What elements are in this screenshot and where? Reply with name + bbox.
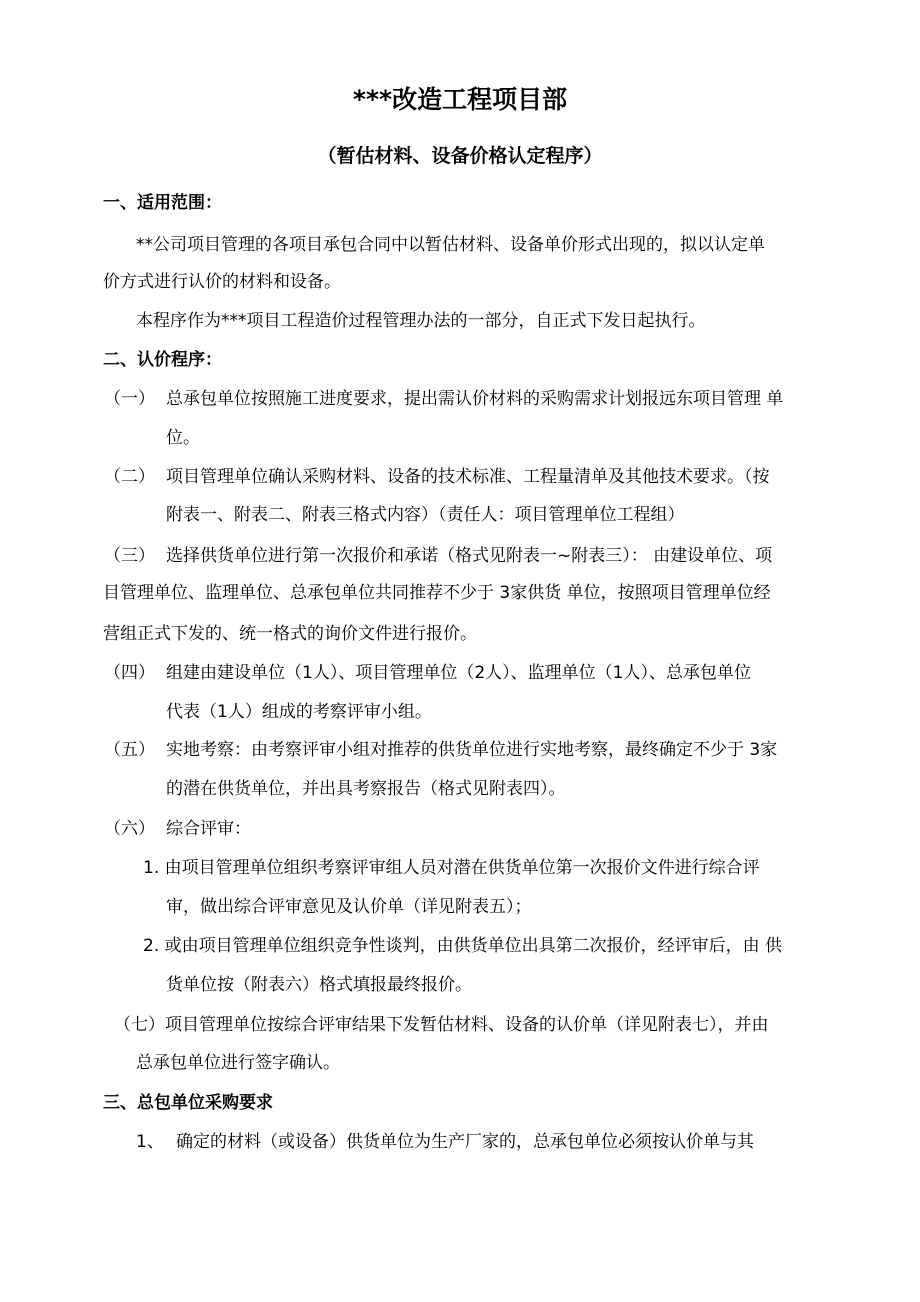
item3-line1: 选择供货单位进行第一次报价和承诺（格式见附表一~附表三）： 由建设单位、项 (166, 546, 773, 566)
item6-label: 综合评审： (166, 819, 251, 839)
item3-number: （三） (104, 546, 155, 566)
item6-sub1-line1: 1. 由项目管理单位组织考察评审组人员对潜在供货单位第一次报价文件进行综合评 (143, 858, 760, 878)
item3-line2: 目管理单位、监理单位、总承包单位共同推荐不少于 3家供货 单位，按照项目管理单位经 (103, 583, 771, 603)
section1-para1-line1: **公司项目管理的各项目承包合同中以暂估材料、设备单价形式出现的，拟以认定单 (136, 235, 765, 255)
section3-item1-number: 1、 (136, 1132, 164, 1152)
item1-number: （一） (104, 389, 155, 409)
item4-number: （四） (104, 663, 155, 683)
item4-line1: 组建由建设单位（1人）、项目管理单位（2人）、监理单位（1人）、总承包单位 (166, 663, 751, 683)
item7-line2: 总承包单位进行签字确认。 (136, 1053, 340, 1073)
item7-line1: （七）项目管理单位按综合评审结果下发暂估材料、设备的认价单（详见附表七），并由 (114, 1015, 769, 1035)
item2-number: （二） (104, 467, 155, 487)
item5-number: （五） (104, 740, 155, 760)
section1-heading: 一、适用范围： (103, 193, 222, 213)
item6-sub2-line2: 货单位按（附表六）格式填报最终报价。 (166, 975, 472, 995)
item5-line2: 的潜在供货单位，并出具考察报告（格式见附表四）。 (166, 779, 566, 799)
item1-line1: 总承包单位按照施工进度要求，提出需认价材料的采购需求计划报远东项目管理 单 (166, 389, 784, 409)
item2-line2: 附表一、附表二、附表三格式内容）（责任人：项目管理单位工程组） (166, 505, 685, 525)
item5-line1: 实地考察：由考察评审小组对推荐的供货单位进行实地考察，最终确定不少于 3家 (166, 740, 778, 760)
item1-line2: 位。 (166, 428, 200, 448)
item2-line1: 项目管理单位确认采购材料、设备的技术标准、工程量清单及其他技术要求。（按 (166, 467, 770, 487)
item4-line2: 代表（1人）组成的考察评审小组。 (166, 702, 432, 722)
section3-item1-line1: 确定的材料（或设备）供货单位为生产厂家的，总承包单位必须按认价单与其 (176, 1132, 754, 1152)
section1-para2: 本程序作为***项目工程造价过程管理办法的一部分，自正式下发日起执行。 (136, 311, 706, 331)
section2-heading: 二、认价程序： (103, 350, 222, 370)
item6-sub2-line1: 2. 或由项目管理单位组织竞争性谈判，由供货单位出具第二次报价，经评审后，由 供 (143, 936, 783, 956)
item6-number: （六） (104, 819, 155, 839)
page-title: ***改造工程项目部 (352, 85, 568, 114)
section1-para1-line2: 价方式进行认价的材料和设备。 (103, 272, 341, 292)
item6-sub1-line2: 审，做出综合评审意见及认价单（详见附表五）； (166, 897, 532, 917)
section3-heading: 三、总包单位采购要求 (103, 1093, 273, 1113)
item3-line3: 营组正式下发的、统一格式的询价文件进行报价。 (103, 624, 477, 644)
page-subtitle: （暂估材料、设备价格认定程序） (317, 145, 603, 167)
